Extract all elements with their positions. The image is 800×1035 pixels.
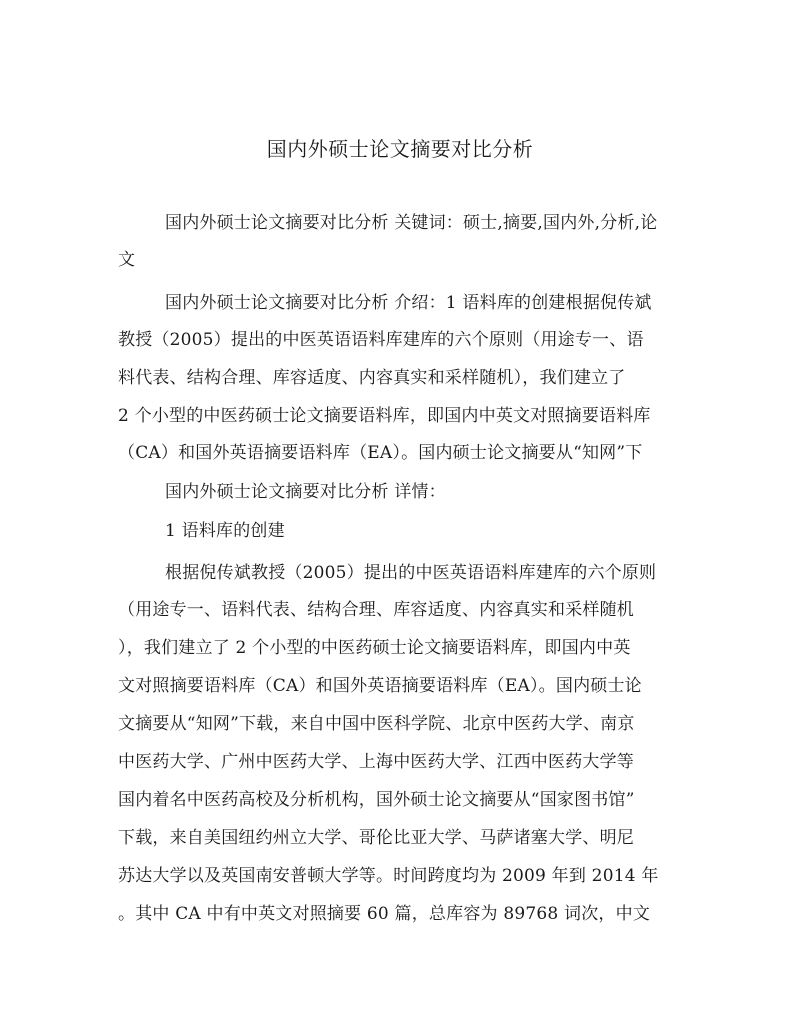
body-line-7: 国内着名中医药高校及分析机构，国外硕士论文摘要从“国家图书馆” [118, 790, 635, 810]
intro-line-2: 教授（2005）提出的中医英语语料库建库的六个原则（用途专一、语 [118, 330, 644, 350]
body-line-3: ），我们建立了 2 个小型的中医药硕士论文摘要语料库，即国内中英 [118, 638, 631, 658]
intro-line-5: （CA）和国外英语摘要语料库（EA）。国内硕士论文摘要从“知网”下 [118, 443, 643, 463]
keywords-line-1: 国内外硕士论文摘要对比分析 关键词：硕士,摘要,国内外,分析,论 [165, 213, 658, 233]
intro-line-1: 国内外硕士论文摘要对比分析 介绍：1 语料库的创建根据倪传斌 [165, 293, 652, 313]
body-line-8: 下载，来自美国纽约州立大学、哥伦比亚大学、马萨诸塞大学、明尼 [118, 828, 634, 848]
intro-line-4: 2 个小型的中医药硕士论文摘要语料库，即国内中英文对照摘要语料库 [118, 406, 651, 426]
details-heading: 国内外硕士论文摘要对比分析 详情： [165, 482, 446, 502]
body-line-5: 文摘要从“知网”下载，来自中国中医科学院、北京中医药大学、南京 [118, 714, 635, 734]
section-heading: 1 语料库的创建 [165, 521, 285, 541]
document-title: 国内外硕士论文摘要对比分析 [266, 137, 534, 161]
body-line-6: 中医药大学、广州中医药大学、上海中医药大学、江西中医药大学等 [118, 752, 634, 772]
body-line-2: （用途专一、语料代表、结构合理、库容适度、内容真实和采样随机 [118, 600, 634, 620]
body-line-9: 苏达大学以及英国南安普顿大学等。时间跨度均为 2009 年到 2014 年 [118, 866, 659, 886]
intro-line-3: 料代表、结构合理、库容适度、内容真实和采样随机），我们建立了 [118, 368, 626, 388]
keywords-line-2: 文 [118, 250, 136, 270]
body-line-10: 。其中 CA 中有中英文对照摘要 60 篇，总库容为 89768 词次，中文 [118, 904, 651, 924]
body-line-4: 文对照摘要语料库（CA）和国外英语摘要语料库（EA）。国内硕士论 [118, 676, 642, 696]
body-line-1: 根据倪传斌教授（2005）提出的中医英语语料库建库的六个原则 [165, 563, 657, 583]
